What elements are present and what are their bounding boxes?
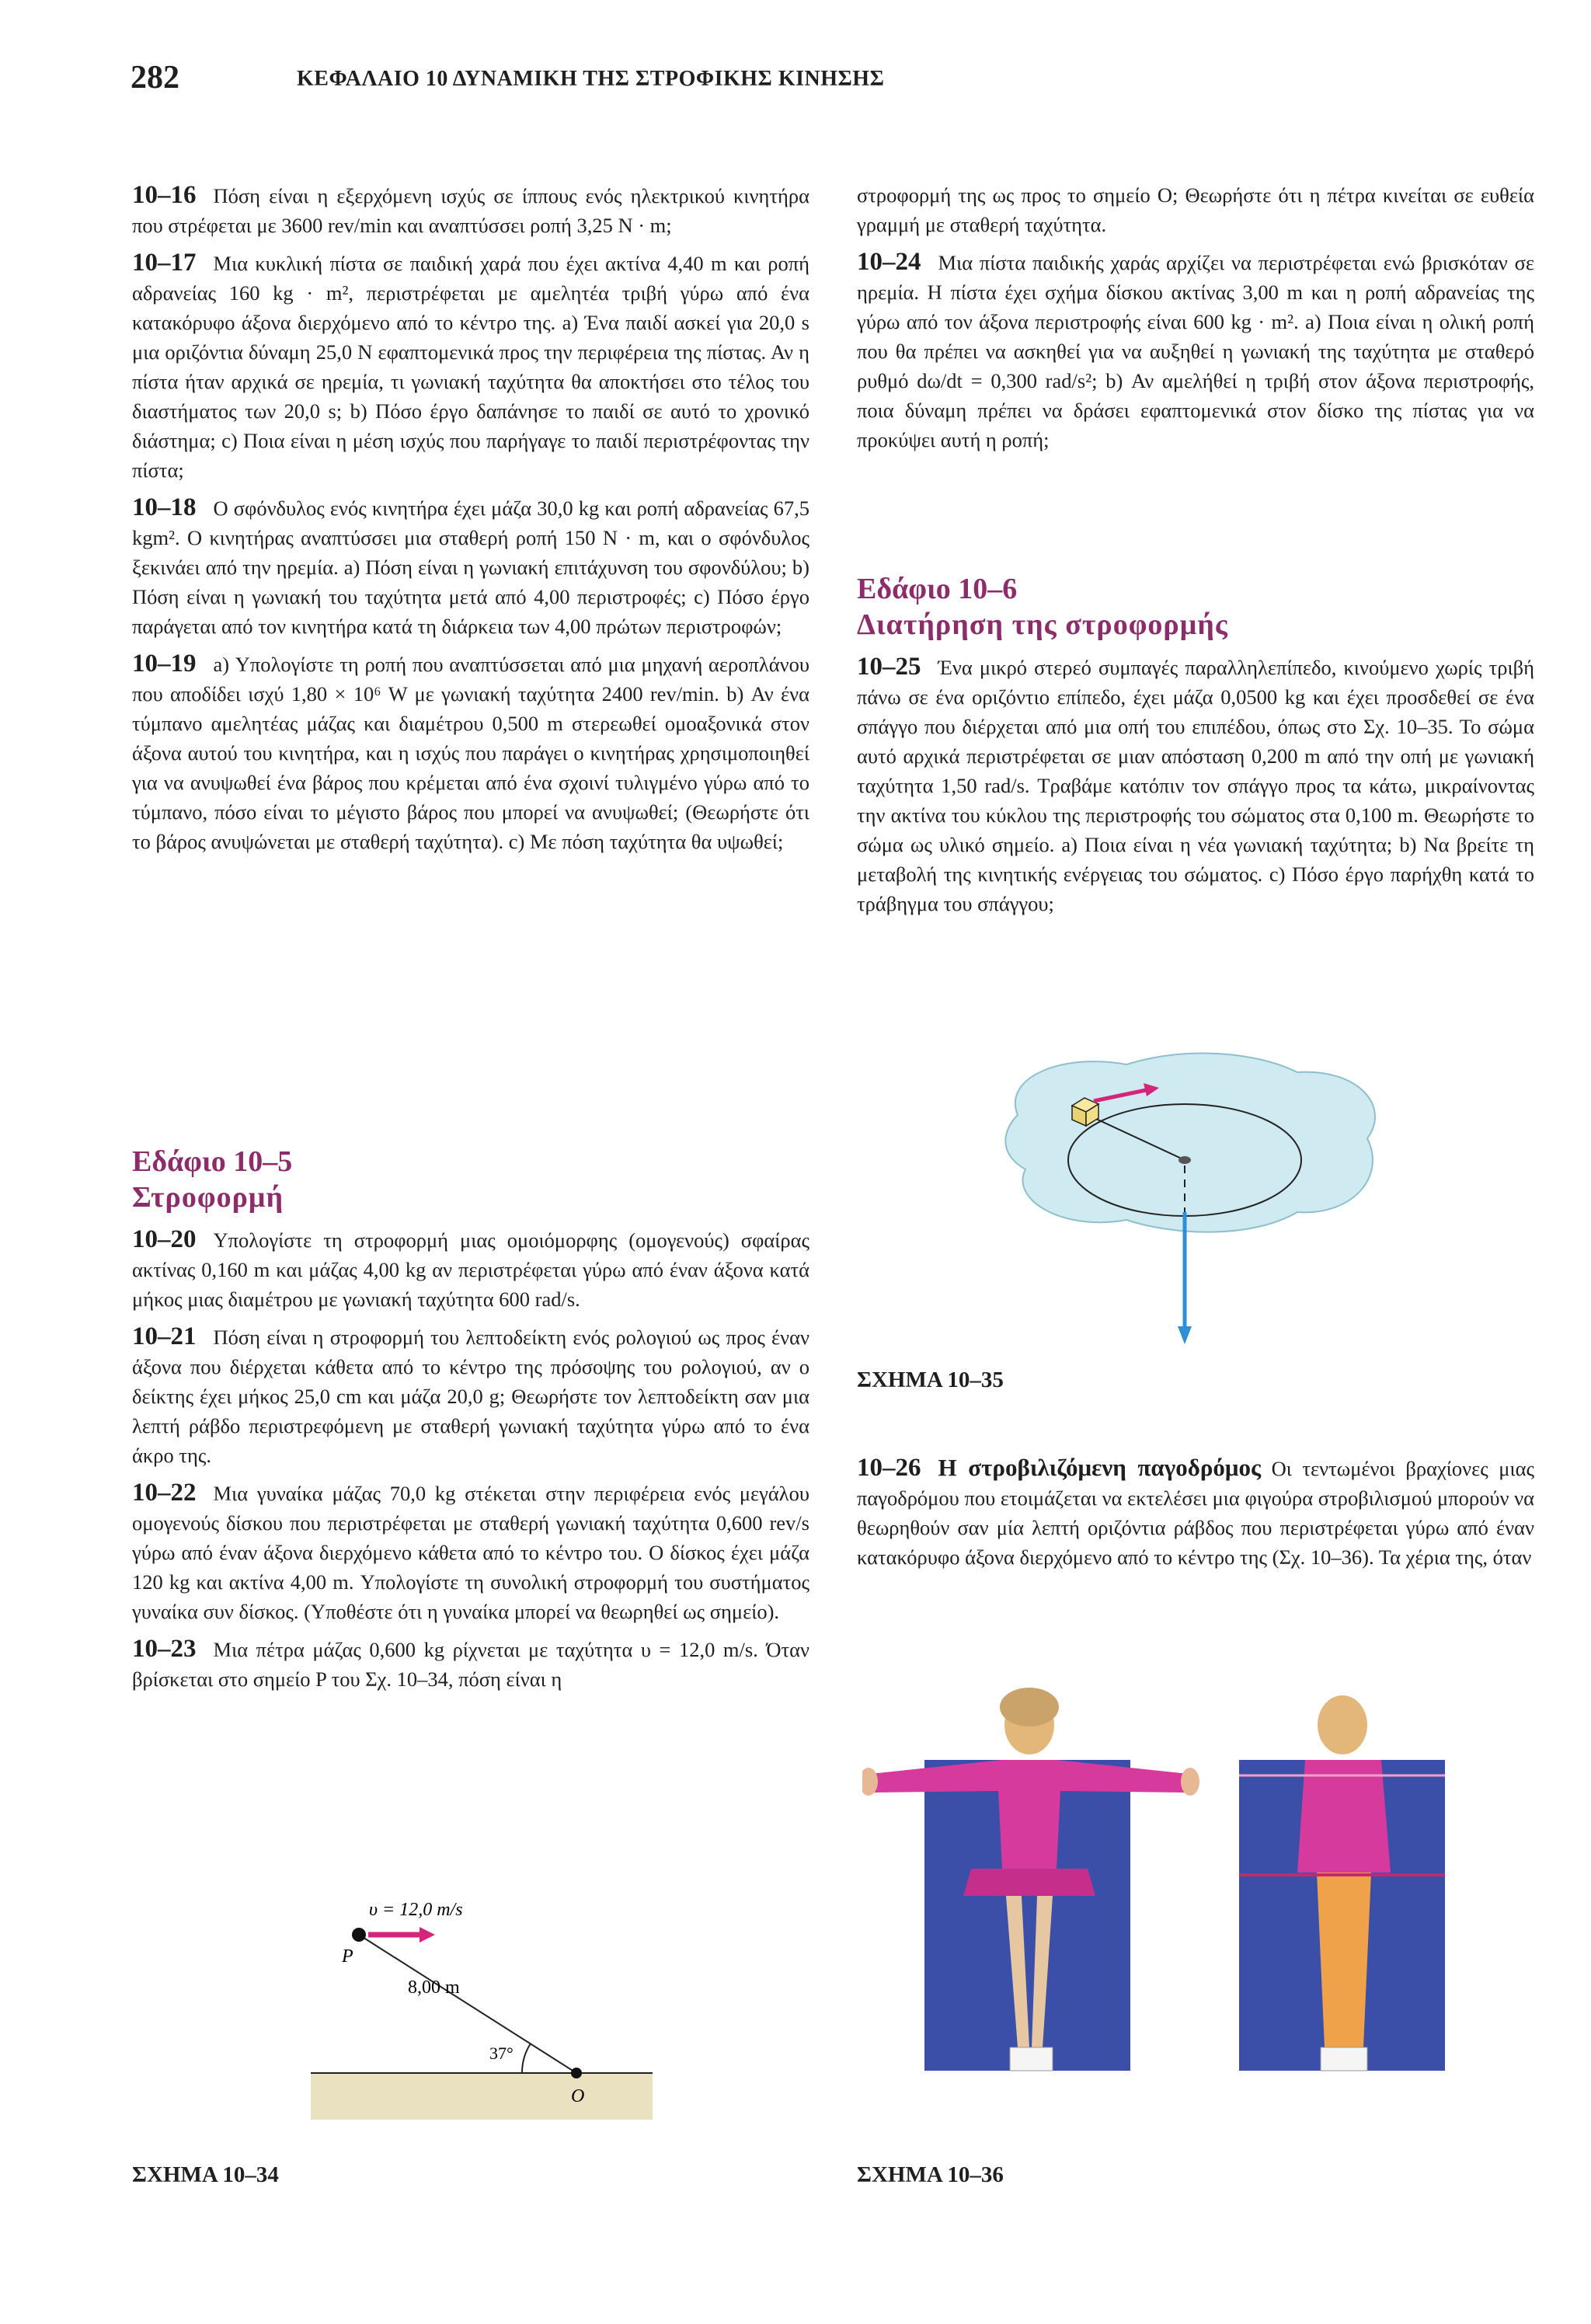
right-column-section-6 xyxy=(857,571,1534,926)
problem-10-19 xyxy=(132,649,809,856)
problem-text: Πόση είναι η εξερχόμενη ισχύς σε ίππους ενός ηλεκτρικού κινητήρα που στρέφεται με 3600 rev/min και αναπτύσσει ροπή 3,25 N · m; xyxy=(132,184,809,237)
problem-number: 10–18 xyxy=(132,493,197,521)
figure-10-36-caption: ΣΧΗΜΑ 10–36 xyxy=(857,2162,1004,2187)
left-column-problems xyxy=(132,180,809,864)
model-head xyxy=(1318,1695,1367,1754)
section-title: Διατήρηση της στροφορμής xyxy=(857,608,1228,641)
problem-10-21 xyxy=(132,1322,809,1470)
figure-10-34-caption: ΣΧΗΜΑ 10–34 xyxy=(132,2162,279,2187)
velocity-label: υ = 12,0 m/s xyxy=(369,1900,463,1920)
problem-number: 10–22 xyxy=(132,1479,197,1507)
left-column-section-5 xyxy=(132,1144,809,1702)
point-p-stone xyxy=(352,1928,366,1942)
problem-10-18 xyxy=(132,493,809,641)
problem-10-22 xyxy=(132,1478,809,1626)
problem-number: 10–23 xyxy=(132,1635,197,1663)
frictionless-ice-surface xyxy=(1005,1054,1375,1232)
problem-text: Μια πέτρα μάζας 0,600 kg ρίχνεται με ταχύτητα υ = 12,0 m/s. Όταν βρίσκεται στο σημείο P του Σχ. 10–34, πόση είναι η xyxy=(132,1638,809,1691)
skater-hair xyxy=(1000,1688,1059,1726)
point-o xyxy=(571,2068,582,2078)
problem-10-23-continued: στροφορμή της ως προς το σημείο O; Θεωρήστε ότι η πέτρα κινείται σε ευθεία γραμμή με σταθερή ταχύτητα. xyxy=(857,183,1534,236)
section-heading: Εδάφιο 10–6 xyxy=(857,573,1018,605)
figure-10-35-caption: ΣΧΗΜΑ 10–35 xyxy=(857,1368,1004,1392)
figure-10-35 xyxy=(994,1045,1398,1356)
problem-title: Η στροβιλιζόμενη παγοδρόμος xyxy=(938,1454,1262,1481)
problem-number: 10–19 xyxy=(132,650,197,678)
problem-text: a) Υπολογίστε τη ροπή που αναπτύσσεται από μια μηχανή αεροπλάνου που αποδίδει ισχύ 1,80 × 10⁶ W με γωνιακή ταχύτητα 2400 rev/min. b) Αν ένα τύμπανο αμελητέας μάζας και διαμέτρου 0,500 m στερεωθεί ομοαξονικά στον άξονα αυτού του κινητήρα, και η ισχύς που παράγει ο κινητήρας χρησιμοποιηθεί για να ανυψωθεί ένα βάρος που κρέμεται από ένα σχοινί τυλιγμένο γύρω από το τύμπανο, πόσο είναι το μέγιστο βάρος που μπορεί να ανυψωθεί; (Θεωρήστε ότι το βάρος ανυψώνεται με σταθερή ταχύτητα). c) Με πόση ταχύτητα θα υψωθεί; xyxy=(132,653,809,853)
problem-10-17 xyxy=(132,248,809,485)
section-title: Στροφορμή xyxy=(132,1181,284,1214)
problem-text: Πόση είναι η στροφορμή του λεπτοδείκτη ενός ρολογιού ως προς έναν άξονα που διέρχεται κάθετα από το κέντρο της πρόσοψης του ρολογιού, αν ο δείκτης έχει μήκος 25,0 cm και μάζα 20,0 g; Θεωρήστε τον λεπτοδείκτη σαν μια λεπτή ράβδο περιστρεφόμενη με σταθερή γωνιακή ταχύτητα γύρω από το ένα άκρο της. xyxy=(132,1326,809,1467)
figure-10-34 xyxy=(303,1888,660,2121)
distance-label: 8,00 m xyxy=(408,1977,460,1998)
figure-10-36 xyxy=(862,1682,1507,2133)
point-p-label: P xyxy=(342,1946,353,1967)
ground xyxy=(311,2073,653,2120)
problem-text: Ένα μικρό στερεό συμπαγές παραλληλεπίπεδο, κινούμενο χωρίς τριβή πάνω σε ένα οριζόντιο επίπεδο, έχει μάζα 0,0500 kg και έχει προσδεθεί σε ένα σπάγγο που διέρχεται από μια οπή του επιπέδου, όπως στο Σχ. 10–35. Το σώμα αυτό αρχικά περιστρέφεται σε μιαν απόσταση 0,200 m από την οπή με γωνιακή ταχύτητα 1,50 rad/s. Τραβάμε κατόπιν τον σπάγγο προς τα κάτω, μικραίνοντας την ακτίνα του κύκλου της περιστροφής του σώματος στα 0,100 m. Θεωρήστε το σώμα ως υλικό σημείο. a) Ποια είναι η νέα γωνιακή ταχύτητα; b) Να βρείτε τη μεταβολή της κινητικής ενέργειας του σώματος. c) Πόσο έργο παρήχθη κατά το τράβηγμα του σπάγγου; xyxy=(857,656,1534,915)
problem-text: Υπολογίστε τη στροφορμή μιας ομοιόμορφης (ομογενούς) σφαίρας ακτίνας 0,160 m και μάζας 4,00 kg αν περιστρέφεται γύρω από έναν άξονα κατά μήκος μιας διαμέτρου με γωνιακή ταχύτητα 600 rad/s. xyxy=(132,1228,809,1311)
right-hand xyxy=(1181,1768,1199,1796)
right-column-problems xyxy=(857,180,1534,462)
problem-10-20 xyxy=(132,1225,809,1314)
angle-label: 37° xyxy=(489,2044,514,2063)
skater-arms-torso xyxy=(870,1760,1189,1869)
section-heading: Εδάφιο 10–5 xyxy=(132,1145,293,1178)
problem-text: Ο σφόνδυλος ενός κινητήρα έχει μάζα 30,0 kg και ροπή αδρανείας 67,5 kgm². Ο κινητήρας αναπτύσσει μια σταθερή ροπή 150 N · m, και ο σφόνδυλος ξεκινάει από την ηρεμία. a) Πόση είναι η γωνιακή επιτάχυνση του σφονδύλου; b) Πόση είναι η γωνιακή του ταχύτητα μετά από 4,00 περιστροφές; c) Πόσο έργο παράγεται από τον κινητήρα κατά τη διάρκεια των 4,00 πρώτων περιστροφών; xyxy=(132,497,809,638)
distance-line xyxy=(359,1935,576,2073)
model-skates xyxy=(1321,2047,1367,2071)
problem-10-26 xyxy=(857,1453,1534,1572)
problem-text: Μια γυναίκα μάζας 70,0 kg στέκεται στην περιφέρεια ενός μεγάλου ομογενούς δίσκου που περιστρέφεται με σταθερή γωνιακή ταχύτητα 0,600 rev/s γύρω από έναν άξονα διερχόμενο κάθετα από το κέντρο του. Ο δίσκος έχει μάζα 120 kg και ακτίνα 4,00 m. Υπολογίστε τη συνολική στροφορμή του συστήματος γυναίκα συν δίσκος. (Υποθέστε ότι η γυναίκα μπορεί να θεωρηθεί ως σημείο). xyxy=(132,1482,809,1623)
problem-number: 10–24 xyxy=(857,248,921,276)
skates xyxy=(1010,2047,1053,2071)
problem-number: 10–17 xyxy=(132,249,197,277)
skater-photo-panel xyxy=(862,1688,1199,2125)
problem-number: 10–20 xyxy=(132,1225,197,1253)
model-torso-cylinder xyxy=(1297,1760,1391,1873)
point-o-label: O xyxy=(571,2086,585,2106)
right-column-problem-26 xyxy=(857,1453,1534,1580)
chapter-title: ΚΕΦΑΛΑΙΟ 10 ΔΥΝΑΜΙΚΗ ΤΗΣ ΣΤΡΟΦΙΚΗΣ ΚΙΝΗΣΗΣ xyxy=(297,67,885,91)
page-number: 282 xyxy=(131,60,179,96)
model-ice-floor xyxy=(1239,2071,1445,2125)
skater-model-panel xyxy=(1239,1695,1445,2125)
hole xyxy=(1178,1156,1191,1164)
problem-number: 10–16 xyxy=(132,181,197,209)
skater-skirt xyxy=(963,1869,1095,1896)
problem-10-24 xyxy=(857,247,1534,455)
model-legs-cylinder xyxy=(1317,1873,1371,2047)
problem-number: 10–25 xyxy=(857,653,921,681)
problem-text: Οι τεντωμένοι βραχίονες μιας παγοδρόμου που ετοιμάζεται να εκτελέσει μια φιγούρα στροβιλισμού μπορούν να θεωρηθούν σαν μία λεπτή οριζόντια ράβδος που περιστρέφεται γύρω από έναν κατακόρυφο άξονα διερχόμενο από το κέντρο της (Σχ. 10–36). Τα χέρια της, όταν xyxy=(857,1457,1534,1569)
problem-number: 10–26 xyxy=(857,1454,921,1482)
problem-text: Μια πίστα παιδικής χαράς αρχίζει να περιστρέφεται ενώ βρισκόταν σε ηρεμία. Η πίστα έχει σχήμα δίσκου ακτίνας 3,00 m και η ροπή αδρανείας της γύρω από τον άξονα περιστροφής είναι 600 kg · m². a) Ποια είναι η ολική ροπή που θα πρέπει να ασκηθεί για να αυξηθεί η γωνιακή της ταχύτητα με σταθερό ρυθμό dω/dt = 0,300 rad/s²; b) Αν αμελήθεί η τριβή στον άξονα περιστροφής, ποια δύναμη πρέπει να δράσει εφαπτομενικά στον δίσκο της πίστας για να προκύψει αυτή η ροπή; xyxy=(857,251,1534,451)
ice-floor xyxy=(924,2071,1130,2125)
problem-number: 10–21 xyxy=(132,1322,197,1350)
angle-arc xyxy=(522,2044,531,2073)
pull-down-arrow-icon xyxy=(1178,1326,1192,1344)
problem-10-23 xyxy=(132,1634,809,1694)
problem-text: Μια κυκλική πίστα σε παιδική χαρά που έχει ακτίνα 4,40 m και ροπή αδρανείας 160 kg · m², περιστρέφεται με αμελητέα τριβή γύρω από ένα κατακόρυφο άξονα διερχόμενο από το κέντρο της. a) Ένα παιδί ασκεί για 20,0 s μια οριζόντια δύναμη 25,0 N εφαπτομενικά προς την περιφέρεια της πίστας. Αν η πίστα ήταν αρχικά σε ηρεμία, τι γωνιακή ταχύτητα θα αποκτήσει στο τέλος του διαστήματος των 20,0 s; b) Πόσο έργο δαπάνησε το παιδί σε αυτό το χρονικό διάστημα; c) Ποια είναι η μέση ισχύς που παρήγαγε το παιδί περιστρέφοντας την πίστα; xyxy=(132,252,809,482)
problem-10-25 xyxy=(857,652,1534,918)
velocity-arrow-icon xyxy=(420,1927,435,1942)
problem-10-16 xyxy=(132,180,809,240)
